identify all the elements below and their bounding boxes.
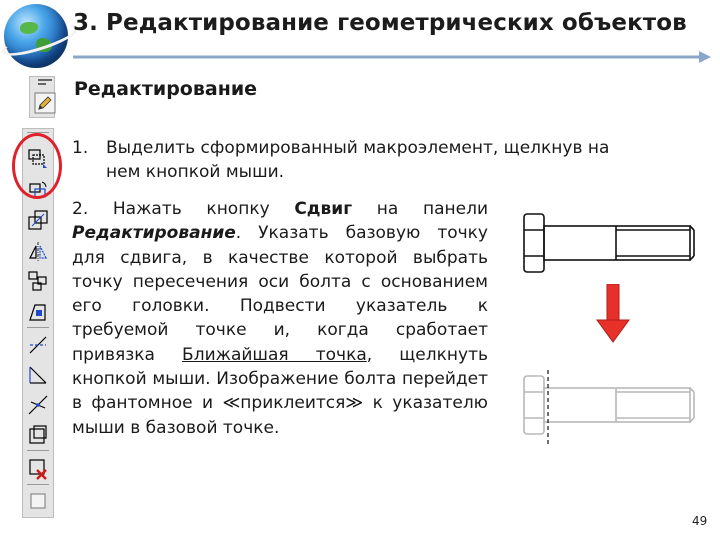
edit-panel-name: Редактирование xyxy=(72,223,236,244)
delete-part-icon[interactable] xyxy=(26,457,50,481)
step-2-text-a: 2. Нажать кнопку xyxy=(72,199,295,219)
copy-icon[interactable] xyxy=(26,269,50,293)
page-number: 49 xyxy=(692,514,708,528)
panel-grip-icon[interactable] xyxy=(33,75,57,89)
down-arrow-icon xyxy=(596,284,630,344)
scale-icon[interactable] xyxy=(26,208,50,232)
toolbar-separator xyxy=(27,327,49,328)
shift-button-highlight-circle xyxy=(12,133,62,199)
toolbar-separator xyxy=(27,484,49,485)
trim-two-points-icon[interactable] xyxy=(26,363,50,387)
step-2-text-b: на панели xyxy=(352,199,488,219)
trim-icon[interactable] xyxy=(26,333,50,357)
toolbar-separator xyxy=(27,450,49,451)
bolt-drawing-original xyxy=(520,208,700,278)
step-2-text-d: , щелкнуть кнопкой мыши. Изображение болта перейдет в фантомное и ≪приклеится≫ к указателю мыши в базовой точке. xyxy=(72,344,488,438)
section-subheading: Редактирование xyxy=(74,78,258,100)
fillet-icon[interactable] xyxy=(26,423,50,447)
toolbar-panel-small xyxy=(29,76,55,118)
more-icon[interactable] xyxy=(26,489,50,513)
title-underline-arrow xyxy=(73,48,713,66)
nearest-point-snap-name: Ближайшая точка xyxy=(182,344,367,365)
edit-tool-icon[interactable] xyxy=(33,91,57,115)
step-2-text-c: . Указать базовую точку для сдвига, в качестве которой выбрать точку пересечения оси болта с основанием его головки. Подвести указатель к требуемой точке и, когда сработает привязка xyxy=(72,223,488,365)
globe-logo-icon xyxy=(4,4,68,68)
shift-button-name: Сдвиг xyxy=(294,199,353,219)
page-title: 3. Редактирование геометрических объектов xyxy=(73,10,687,36)
step-1-line-2: нем кнопкой мыши. xyxy=(106,162,285,182)
deform-icon[interactable] xyxy=(26,300,50,324)
break-icon[interactable] xyxy=(26,393,50,417)
step-1-number: 1. xyxy=(72,138,89,158)
bolt-drawing-phantom xyxy=(520,370,700,446)
instruction-step-1 xyxy=(72,136,712,184)
instruction-step-2 xyxy=(72,197,488,440)
mirror-icon[interactable] xyxy=(26,239,50,263)
step-1-line-1: Выделить сформированный макроэлемент, щелкнув на xyxy=(106,138,610,158)
